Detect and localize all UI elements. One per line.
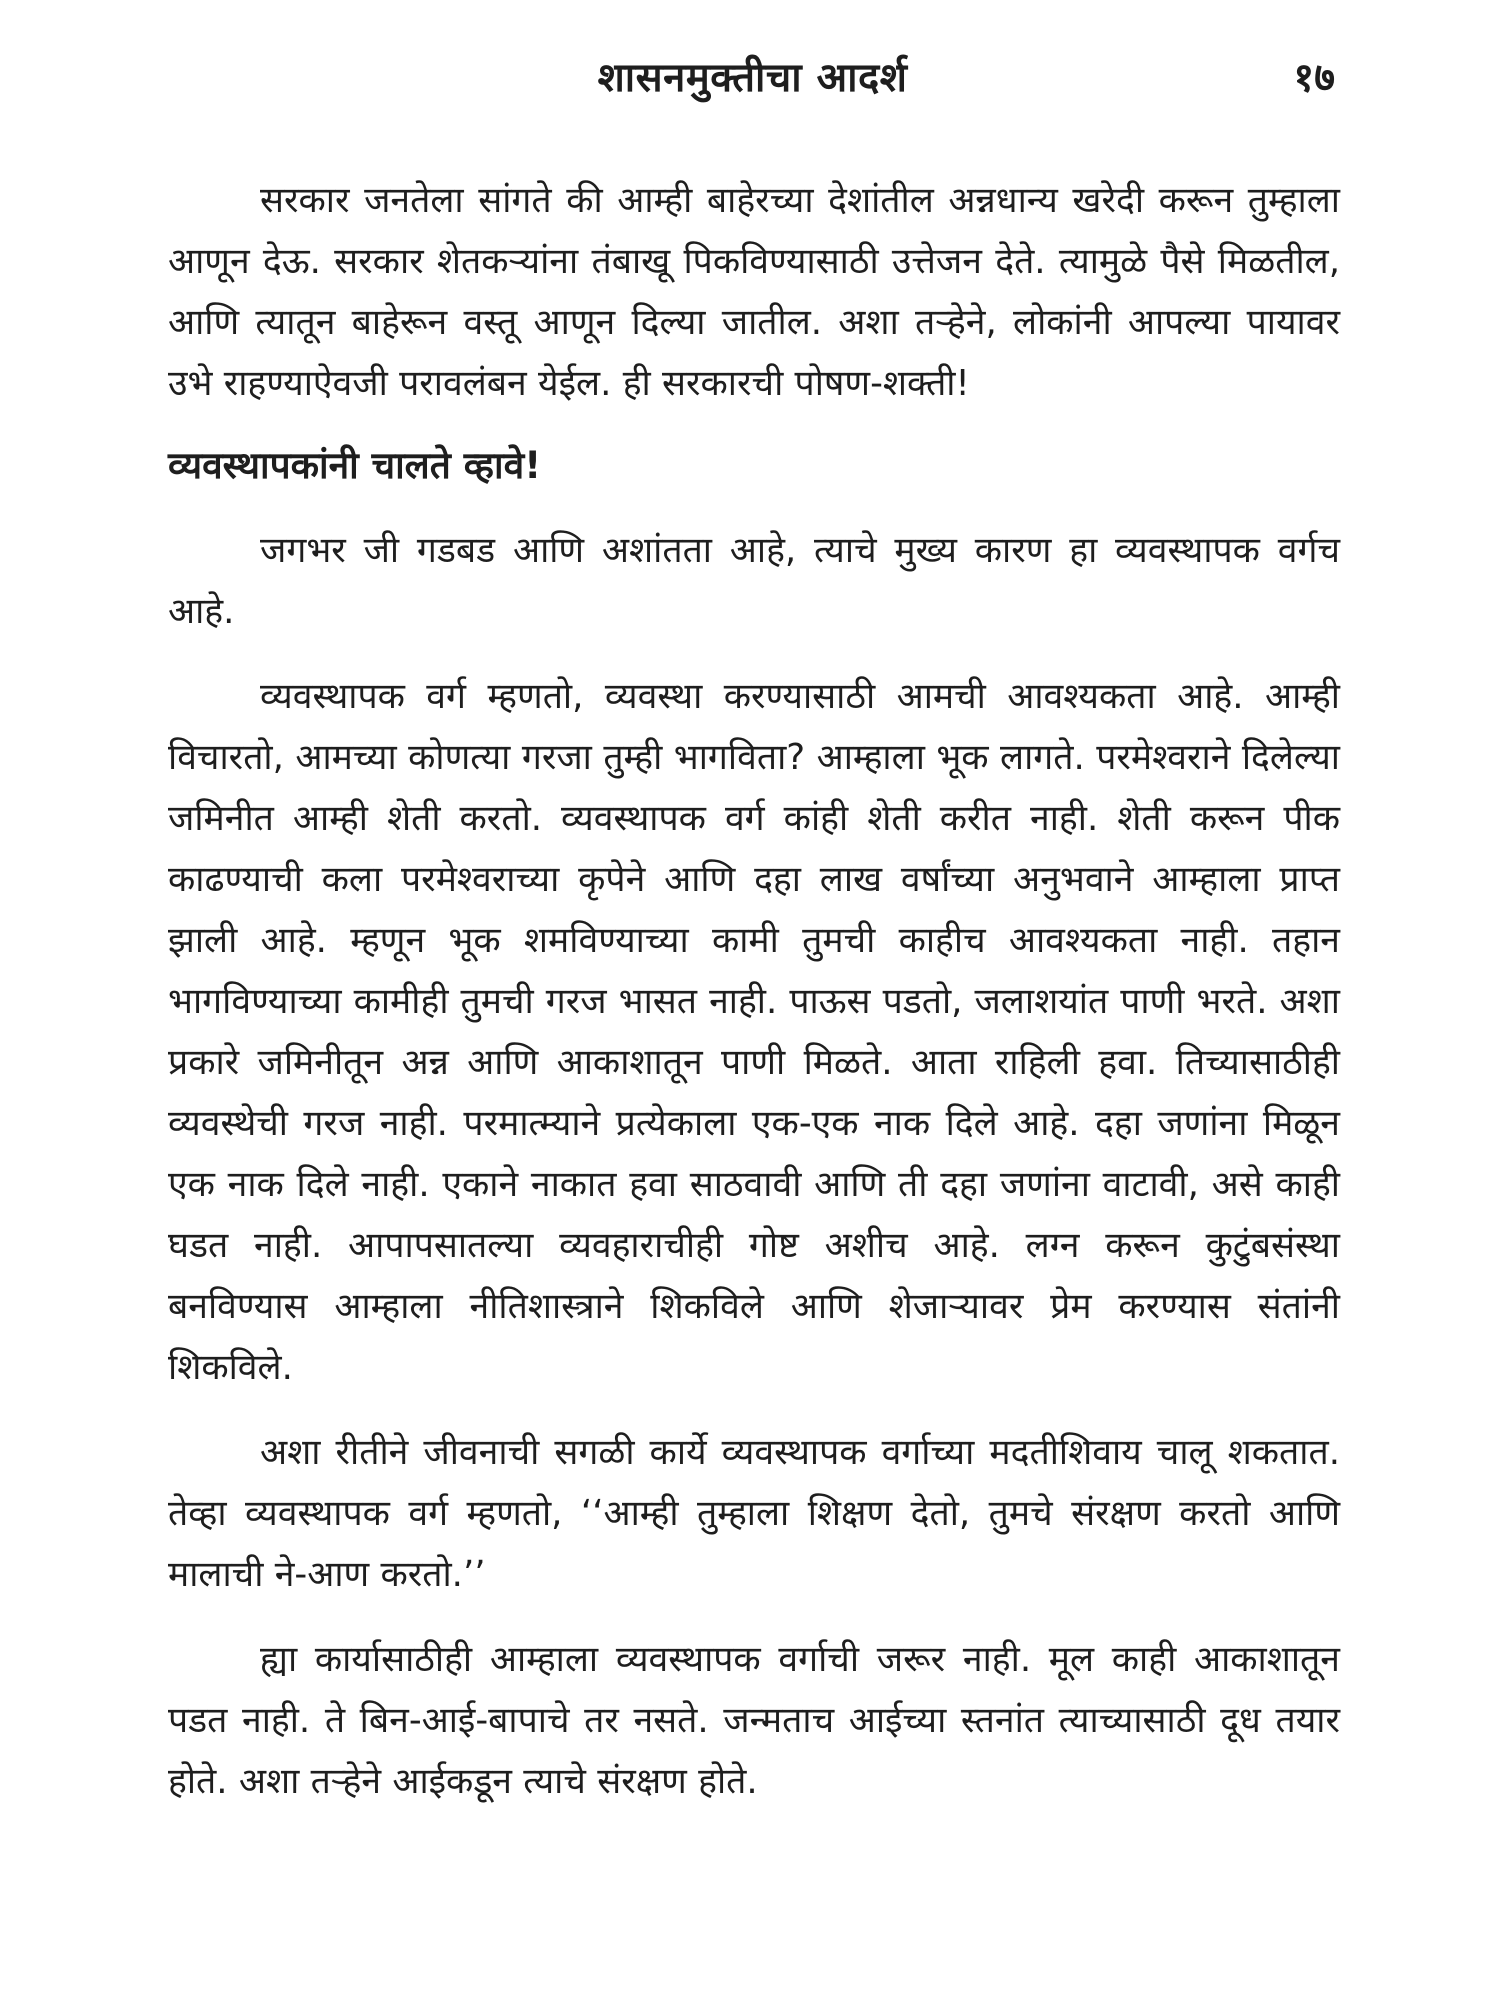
page-header	[170, 38, 1335, 108]
section-heading: व्यवस्थापकांनी चालते व्हावे!	[168, 444, 542, 487]
paragraph-2: जगभर जी गडबड आणि अशांतता आहे, त्याचे मुख्य कारण हा व्यवस्थापक वर्गच आहे.	[168, 530, 1340, 632]
paragraph-1: सरकार जनतेला सांगते की आम्ही बाहेरच्या देशांतील अन्नधान्य खरेदी करून तुम्हाला आणून देऊ. सरकार शेतकऱ्यांना तंबाखू पिकविण्यासाठी उत्तेजन देते. त्यामुळे पैसे मिळतील, आणि त्यातून बाहेरून वस्तू आणून दिल्या जातील. अशा तऱ्हेने, लोकांनी आपल्या पायावर उभे राहण्याऐवजी परावलंबन येईल. ही सरकारची पोषण-शक्ती!	[168, 180, 1340, 404]
running-title: शासनमुक्तीचा आदर्श	[597, 55, 908, 101]
paragraph-3: व्यवस्थापक वर्ग म्हणतो, व्यवस्था करण्यासाठी आमची आवश्यकता आहे. आम्ही विचारतो, आमच्या कोणत्या गरजा तुम्ही भागविता? आम्हाला भूक लागते. परमेश्वराने दिलेल्या जमिनीत आम्ही शेती करतो. व्यवस्थापक वर्ग कांही शेती करीत नाही. शेती करून पीक काढण्याची कला परमेश्वराच्या कृपेने आणि दहा लाख वर्षांच्या अनुभवाने आम्हाला प्राप्त झाली आहे. म्हणून भूक शमविण्याच्या कामी तुमची काहीच आवश्यकता नाही. तहान भागविण्याच्या कामीही तुमची गरज भासत नाही. पाऊस पडतो, जलाशयांत पाणी भरते. अशा प्रकारे जमिनीतून अन्न आणि आकाशातून पाणी मिळते. आता राहिली हवा. तिच्यासाठीही व्यवस्थेची गरज नाही. परमात्म्याने प्रत्येकाला एक-एक नाक दिले आहे. दहा जणांना मिळून एक नाक दिले नाही. एकाने नाकात हवा साठवावी आणि ती दहा जणांना वाटावी, असे काही घडत नाही. आपापसातल्या व्यवहाराचीही गोष्ट अशीच आहे. लग्न करून कुटुंबसंस्था बनविण्यास आम्हाला नीतिशास्त्राने शिकविले आणि शेजाऱ्यावर प्रेम करण्यास संतांनी शिकविले.	[168, 676, 1340, 1388]
page-body	[168, 170, 1340, 1812]
paragraph-5: ह्या कार्यासाठीही आम्हाला व्यवस्थापक वर्गाची जरूर नाही. मूल काही आकाशातून पडत नाही. ते बिन-आई-बापाचे तर नसते. जन्मताच आईच्या स्तनांत त्याच्यासाठी दूध तयार होते. अशा तऱ्हेने आईकडून त्याचे संरक्षण होते.	[168, 1639, 1340, 1802]
paragraph-4: अशा रीतीने जीवनाची सगळी कार्ये व्यवस्थापक वर्गाच्या मदतीशिवाय चालू शकतात. तेव्हा व्यवस्थापक वर्ग म्हणतो, ‘‘आम्ही तुम्हाला शिक्षण देतो, तुमचे संरक्षण करतो आणि मालाची ने-आण करतो.’’	[168, 1432, 1340, 1595]
page-number: १७	[1293, 55, 1335, 101]
